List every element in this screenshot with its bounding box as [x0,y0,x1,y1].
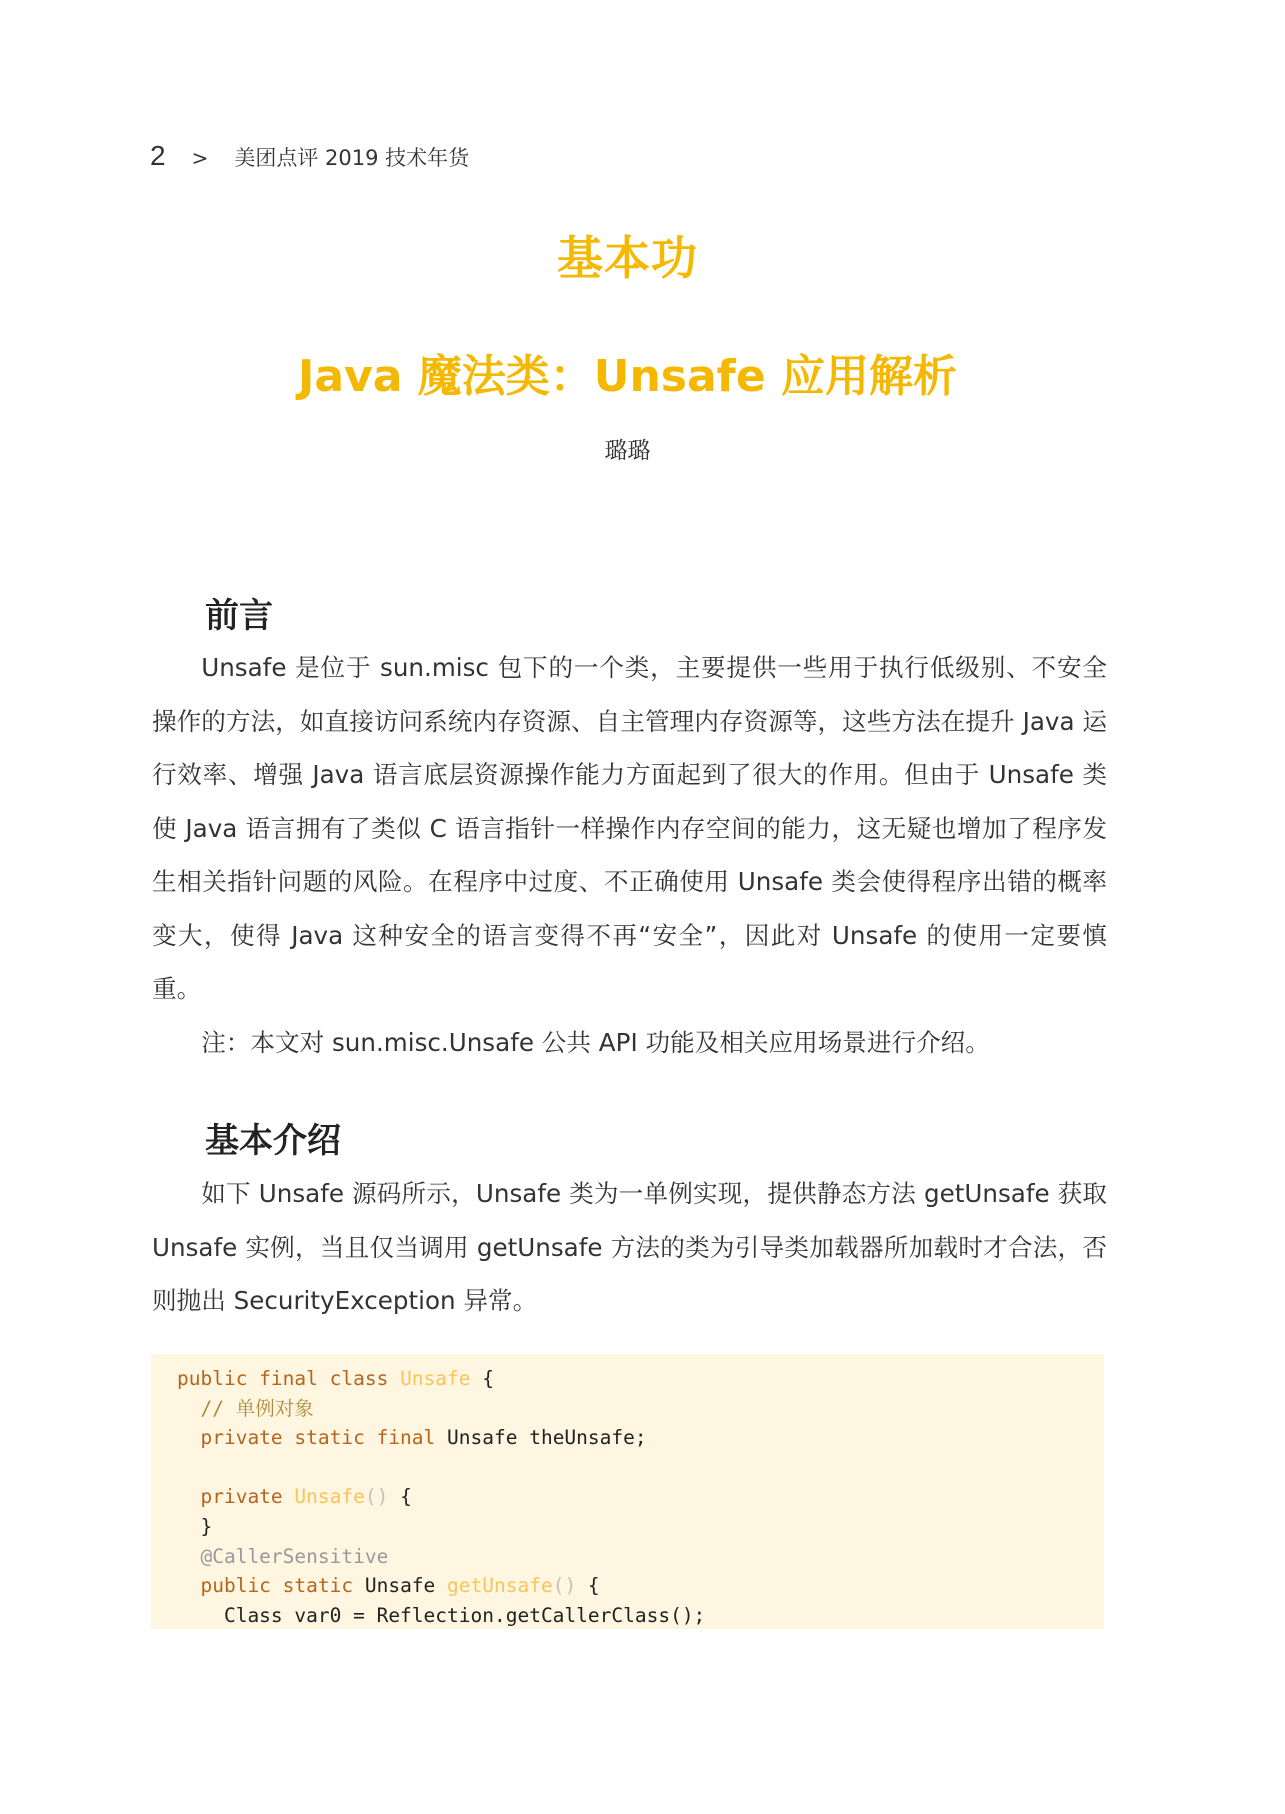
code-line-3: private static final Unsafe theUnsafe; [177,1426,647,1450]
code-line-7: @CallerSensitive [177,1544,389,1568]
code-line-2: // 单例对象 [177,1396,314,1420]
code-line-4 [177,1453,1104,1483]
intro-heading: 基本介绍 [205,1121,341,1161]
preface-paragraph: Unsafe 是位于 sun.misc 包下的一个类，主要提供一些用于执行低级别、不安全操作的方法，如直接访问系统内存资源、自主管理内存资源等，这些方法在提升 Java 运行效率、增强 Java 语言底层资源操作能力方面起到了很大的作用。但由于 Unsafe 类使 Java 语言拥有了类似 C 语言指针一样操作内存空间的能力，这无疑也增加了程序发生相关指针问题的风险。在程序中过度、不正确使用 Unsafe 类会使得程序出错的概率变大，使得 Java 这种安全的语言变得不再“安全”，因此对 Unsafe 的使用一定要慎重。 [152,653,1107,1003]
preface-note: 注：本文对 sun.misc.Unsafe 公共 API 功能及相关应用场景进行介绍。 [201,1028,990,1057]
article-author: 璐璐 [604,438,651,464]
intro-paragraph: 如下 Unsafe 源码所示，Unsafe 类为一单例实现，提供静态方法 getUnsafe 获取 Unsafe 实例，当且仅当调用 getUnsafe 方法的类为引导类加载器所加载时才合法，否则抛出 SecurityException 异常。 [152,1179,1107,1315]
code-line-1: public final class Unsafe { [177,1367,494,1390]
article-title: Java 魔法类：Unsafe 应用解析 [298,351,957,402]
code-line-5: private Unsafe() { [177,1485,412,1509]
page-number: 2 [150,140,166,171]
code-line-6: } [177,1514,213,1538]
preface-heading: 前言 [205,596,273,636]
code-line-9: Class var0 = Reflection.getCallerClass(); [177,1603,706,1627]
code-line-8: public static Unsafe getUnsafe() { [177,1574,600,1598]
code-block [151,1354,1104,1629]
section-title: 基本功 [557,231,698,285]
running-header [150,140,469,172]
book-title: 美团点评 2019 技术年货 [234,146,470,170]
header-separator: > [191,146,209,170]
